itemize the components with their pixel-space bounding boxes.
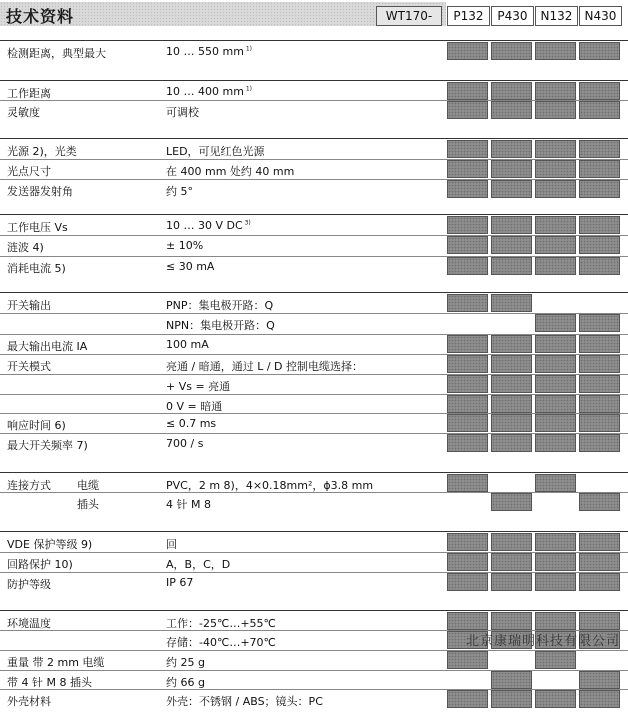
- spec-label: 回路保护 10): [7, 558, 73, 571]
- section-divider: [0, 40, 628, 41]
- spec-sublabel: 插头: [77, 498, 99, 511]
- spec-value-text: 10 … 30 V DC: [166, 219, 243, 232]
- applicable-cell: [579, 533, 620, 551]
- spec-label: 灵敏度: [7, 106, 40, 119]
- spec-value: [166, 556, 230, 572]
- applicable-cell: [447, 101, 488, 119]
- spec-row: [0, 414, 628, 433]
- row-separator: [0, 159, 628, 160]
- spec-value-text: ≤ 30 mA: [166, 260, 215, 273]
- applicable-cell: [491, 434, 532, 452]
- applicable-cell: [447, 612, 488, 630]
- spec-value-text: NPN：集电极开路：Q: [166, 319, 275, 332]
- applicable-cell: [447, 651, 488, 669]
- spec-label: 连接方式: [7, 479, 51, 492]
- spec-value: [166, 615, 276, 631]
- applicable-cell: [535, 140, 576, 158]
- spec-value-text: LED，可见红色光源: [166, 145, 265, 158]
- not-applicable-cell: [491, 314, 532, 332]
- spec-value: [166, 378, 230, 394]
- applicable-cell: [579, 236, 620, 254]
- applicable-cell: [491, 160, 532, 178]
- applicable-cell: [447, 216, 488, 234]
- row-separator: [0, 179, 628, 180]
- applicable-cell: [579, 612, 620, 630]
- row-separator: [0, 689, 628, 690]
- spec-value-text: 4 针 M 8: [166, 498, 211, 511]
- not-applicable-cell: [535, 671, 576, 689]
- spec-row: [0, 314, 628, 333]
- applicable-cell: [447, 236, 488, 254]
- applicable-cell: [579, 335, 620, 353]
- applicable-cell: [491, 42, 532, 60]
- section-divider: [0, 610, 628, 611]
- applicable-cell: [491, 355, 532, 373]
- spec-row: [0, 375, 628, 394]
- variant-n132: N132: [535, 6, 578, 26]
- applicable-cell: [491, 493, 532, 511]
- applicable-cell: [491, 101, 532, 119]
- spec-value: [166, 358, 363, 374]
- spec-value-text: IP 67: [166, 576, 194, 589]
- section-divider: [0, 292, 628, 293]
- row-separator: [0, 492, 628, 493]
- applicable-cell: [579, 42, 620, 60]
- spec-row: [0, 294, 628, 313]
- not-applicable-cell: [535, 294, 576, 312]
- applicable-cell: [535, 414, 576, 432]
- applicable-cell: [491, 395, 532, 413]
- spec-value-text: 回: [166, 538, 177, 551]
- applicable-cell: [535, 651, 576, 669]
- spec-value-text: 10 … 400 mm: [166, 85, 244, 98]
- section-divider: [0, 472, 628, 473]
- applicable-cell: [491, 257, 532, 275]
- applicable-cell: [535, 160, 576, 178]
- applicable-cell: [579, 573, 620, 591]
- spec-value: [166, 576, 193, 589]
- spec-value-text: 约 25 g: [166, 656, 205, 669]
- section-divider: [0, 138, 628, 139]
- spec-value: [166, 297, 273, 313]
- variant-p430: P430: [491, 6, 534, 26]
- spec-value-text: 在 400 mm 处约 40 mm: [166, 165, 295, 178]
- row-separator: [0, 334, 628, 335]
- spec-row: [0, 612, 628, 631]
- applicable-cell: [491, 335, 532, 353]
- applicable-cell: [447, 553, 488, 571]
- applicable-cell: [579, 375, 620, 393]
- spec-header: [0, 0, 628, 26]
- spec-value: [166, 260, 214, 273]
- section-divider: [0, 214, 628, 215]
- spec-value: [166, 183, 193, 199]
- spec-row: [0, 216, 628, 235]
- spec-label: 光源 2)，光类: [7, 145, 77, 158]
- spec-value-text: ≤ 0.7 ms: [166, 417, 217, 430]
- applicable-cell: [491, 690, 532, 708]
- row-separator: [0, 374, 628, 375]
- applicable-cell: [535, 612, 576, 630]
- applicable-cell: [447, 294, 488, 312]
- applicable-cell: [579, 160, 620, 178]
- spec-value: [166, 163, 294, 179]
- applicable-cell: [579, 355, 620, 373]
- applicable-cell: [491, 533, 532, 551]
- spec-value: [166, 437, 203, 450]
- applicable-cell: [491, 216, 532, 234]
- spec-value: [166, 496, 211, 512]
- spec-value: [166, 338, 209, 351]
- spec-value-text: 700 / s: [166, 437, 204, 450]
- spec-row: [0, 42, 628, 61]
- applicable-cell: [491, 375, 532, 393]
- applicable-cell: [447, 690, 488, 708]
- variant-p132: P132: [447, 6, 490, 26]
- spec-value-text: 亮通 / 暗通，通过 L / D 控制电缆选择：: [166, 360, 363, 373]
- applicable-cell: [535, 533, 576, 551]
- applicable-cell: [447, 474, 488, 492]
- applicable-cell: [535, 42, 576, 60]
- spec-label: 最大开关频率 7): [7, 439, 88, 452]
- spec-row: [0, 335, 628, 354]
- applicable-cell: [447, 375, 488, 393]
- spec-row: [0, 671, 628, 690]
- spec-row: [0, 690, 628, 709]
- not-applicable-cell: [579, 294, 620, 312]
- row-separator: [0, 433, 628, 434]
- footnote-marker: 1): [243, 85, 252, 93]
- footnote-marker: 3): [242, 219, 251, 227]
- spec-value-text: 0 V = 暗通: [166, 400, 223, 413]
- spec-label: 外壳材料: [7, 695, 51, 708]
- spec-label: 检测距离，典型最大: [7, 47, 106, 60]
- spec-value-text: PNP：集电极开路：Q: [166, 299, 274, 312]
- model-label: WT170-: [376, 6, 442, 26]
- variant-n430: N430: [579, 6, 622, 26]
- not-applicable-cell: [447, 671, 488, 689]
- spec-label: 光点尺寸: [7, 165, 51, 178]
- applicable-cell: [491, 612, 532, 630]
- spec-value: [166, 634, 276, 650]
- spec-label: 工作距离: [7, 87, 51, 100]
- spec-row: [0, 257, 628, 276]
- row-separator: [0, 256, 628, 257]
- row-separator: [0, 572, 628, 573]
- applicable-cell: [491, 573, 532, 591]
- spec-label: 发送器发射角: [7, 185, 73, 198]
- applicable-cell: [579, 82, 620, 100]
- spec-row: [0, 395, 628, 414]
- spec-label: 环境温度: [7, 617, 51, 630]
- spec-row: [0, 355, 628, 374]
- applicable-cell: [447, 533, 488, 551]
- not-applicable-cell: [491, 651, 532, 669]
- applicable-cell: [535, 375, 576, 393]
- page-title: 技术资料: [6, 7, 75, 26]
- applicable-cell: [491, 553, 532, 571]
- not-applicable-cell: [491, 474, 532, 492]
- applicable-cell: [491, 140, 532, 158]
- applicable-cell: [447, 335, 488, 353]
- applicable-cell: [447, 160, 488, 178]
- applicable-cell: [579, 140, 620, 158]
- spec-label: 开关输出: [7, 299, 51, 312]
- spec-row: [0, 140, 628, 159]
- spec-value-text: 约 5°: [166, 185, 193, 198]
- spec-value: [166, 219, 251, 232]
- applicable-cell: [491, 671, 532, 689]
- applicable-cell: [535, 216, 576, 234]
- spec-value: [166, 654, 205, 670]
- spec-label: 开关模式: [7, 360, 51, 373]
- applicable-cell: [447, 82, 488, 100]
- applicable-cell: [579, 257, 620, 275]
- applicable-cell: [491, 82, 532, 100]
- spec-row: [0, 236, 628, 255]
- applicable-cell: [535, 101, 576, 119]
- company-watermark: 北京康瑞明科技有限公司: [466, 634, 621, 649]
- spec-row: [0, 101, 628, 120]
- spec-value-text: 工作：-25℃…+55℃: [166, 617, 276, 630]
- applicable-cell: [491, 414, 532, 432]
- spec-value-text: + Vs = 亮通: [166, 380, 231, 393]
- spec-value: [166, 693, 323, 709]
- applicable-cell: [579, 101, 620, 119]
- spec-row: [0, 82, 628, 101]
- spec-value-text: 可调校: [166, 106, 199, 119]
- applicable-cell: [535, 180, 576, 198]
- spec-value: [166, 398, 222, 414]
- spec-value: [166, 674, 205, 690]
- applicable-cell: [535, 690, 576, 708]
- applicable-cell: [447, 434, 488, 452]
- row-separator: [0, 650, 628, 651]
- spec-value: [166, 143, 265, 159]
- not-applicable-cell: [447, 314, 488, 332]
- spec-value: [166, 239, 203, 252]
- spec-value-text: 外壳：不锈钢 / ABS；镜头：PC: [166, 695, 323, 708]
- applicable-cell: [447, 573, 488, 591]
- applicable-cell: [579, 414, 620, 432]
- applicable-cell: [579, 690, 620, 708]
- section-divider: [0, 80, 628, 81]
- spec-value: [166, 477, 373, 493]
- applicable-cell: [535, 553, 576, 571]
- spec-value-text: 存储：-40℃…+70℃: [166, 636, 276, 649]
- not-applicable-cell: [579, 651, 620, 669]
- spec-row: [0, 180, 628, 199]
- spec-value-text: 100 mA: [166, 338, 209, 351]
- row-separator: [0, 313, 628, 314]
- spec-row: [0, 160, 628, 179]
- applicable-cell: [579, 180, 620, 198]
- row-separator: [0, 413, 628, 414]
- row-separator: [0, 394, 628, 395]
- applicable-cell: [447, 414, 488, 432]
- applicable-cell: [579, 216, 620, 234]
- spec-label: 响应时间 6): [7, 419, 66, 432]
- spec-row: [0, 533, 628, 552]
- applicable-cell: [447, 140, 488, 158]
- applicable-cell: [491, 294, 532, 312]
- applicable-cell: [579, 553, 620, 571]
- spec-label: VDE 保护等级 9): [7, 538, 93, 551]
- applicable-cell: [535, 257, 576, 275]
- spec-row: [0, 434, 628, 453]
- spec-value: [166, 85, 252, 98]
- spec-value-text: A，B，C，D: [166, 558, 231, 571]
- row-separator: [0, 552, 628, 553]
- applicable-cell: [579, 434, 620, 452]
- spec-value-text: 10 … 550 mm: [166, 45, 244, 58]
- applicable-cell: [491, 180, 532, 198]
- spec-label: 重量 带 2 mm 电缆: [7, 656, 105, 669]
- applicable-cell: [447, 180, 488, 198]
- spec-label: 涟波 4): [7, 241, 44, 254]
- applicable-cell: [535, 82, 576, 100]
- applicable-cell: [535, 355, 576, 373]
- spec-sublabel: 电缆: [77, 479, 99, 492]
- spec-label: 带 4 针 M 8 插头: [7, 676, 92, 689]
- section-divider: [0, 531, 628, 532]
- row-separator: [0, 235, 628, 236]
- not-applicable-cell: [535, 493, 576, 511]
- applicable-cell: [535, 314, 576, 332]
- spec-value: [166, 417, 216, 430]
- spec-value-text: ± 10%: [166, 239, 204, 252]
- spec-value-text: PVC，2 m 8)，4×0.18mm²，ϕ3.8 mm: [166, 479, 374, 492]
- spec-value: [166, 45, 252, 58]
- spec-label: 最大输出电流 IA: [7, 340, 88, 353]
- spec-value: [166, 104, 199, 120]
- applicable-cell: [535, 236, 576, 254]
- spec-value: [166, 317, 275, 333]
- applicable-cell: [447, 355, 488, 373]
- row-separator: [0, 100, 628, 101]
- spec-value: [166, 536, 177, 552]
- spec-row: [0, 573, 628, 592]
- spec-value-text: 约 66 g: [166, 676, 205, 689]
- spec-row: [0, 651, 628, 670]
- applicable-cell: [535, 474, 576, 492]
- applicable-cell: [447, 257, 488, 275]
- applicable-cell: [447, 42, 488, 60]
- applicable-cell: [535, 335, 576, 353]
- spec-row: [0, 553, 628, 572]
- not-applicable-cell: [447, 493, 488, 511]
- spec-row: [0, 474, 628, 493]
- footnote-marker: 1): [243, 45, 252, 53]
- applicable-cell: [579, 395, 620, 413]
- applicable-cell: [579, 493, 620, 511]
- spec-label: 防护等级: [7, 578, 51, 591]
- applicable-cell: [579, 671, 620, 689]
- row-separator: [0, 670, 628, 671]
- not-applicable-cell: [579, 474, 620, 492]
- spec-label: 工作电压 Vs: [7, 221, 68, 234]
- applicable-cell: [491, 236, 532, 254]
- applicable-cell: [447, 395, 488, 413]
- spec-row: [0, 493, 628, 512]
- spec-label: 消耗电流 5): [7, 262, 66, 275]
- applicable-cell: [535, 573, 576, 591]
- applicable-cell: [535, 434, 576, 452]
- applicable-cell: [535, 395, 576, 413]
- applicable-cell: [579, 314, 620, 332]
- row-separator: [0, 354, 628, 355]
